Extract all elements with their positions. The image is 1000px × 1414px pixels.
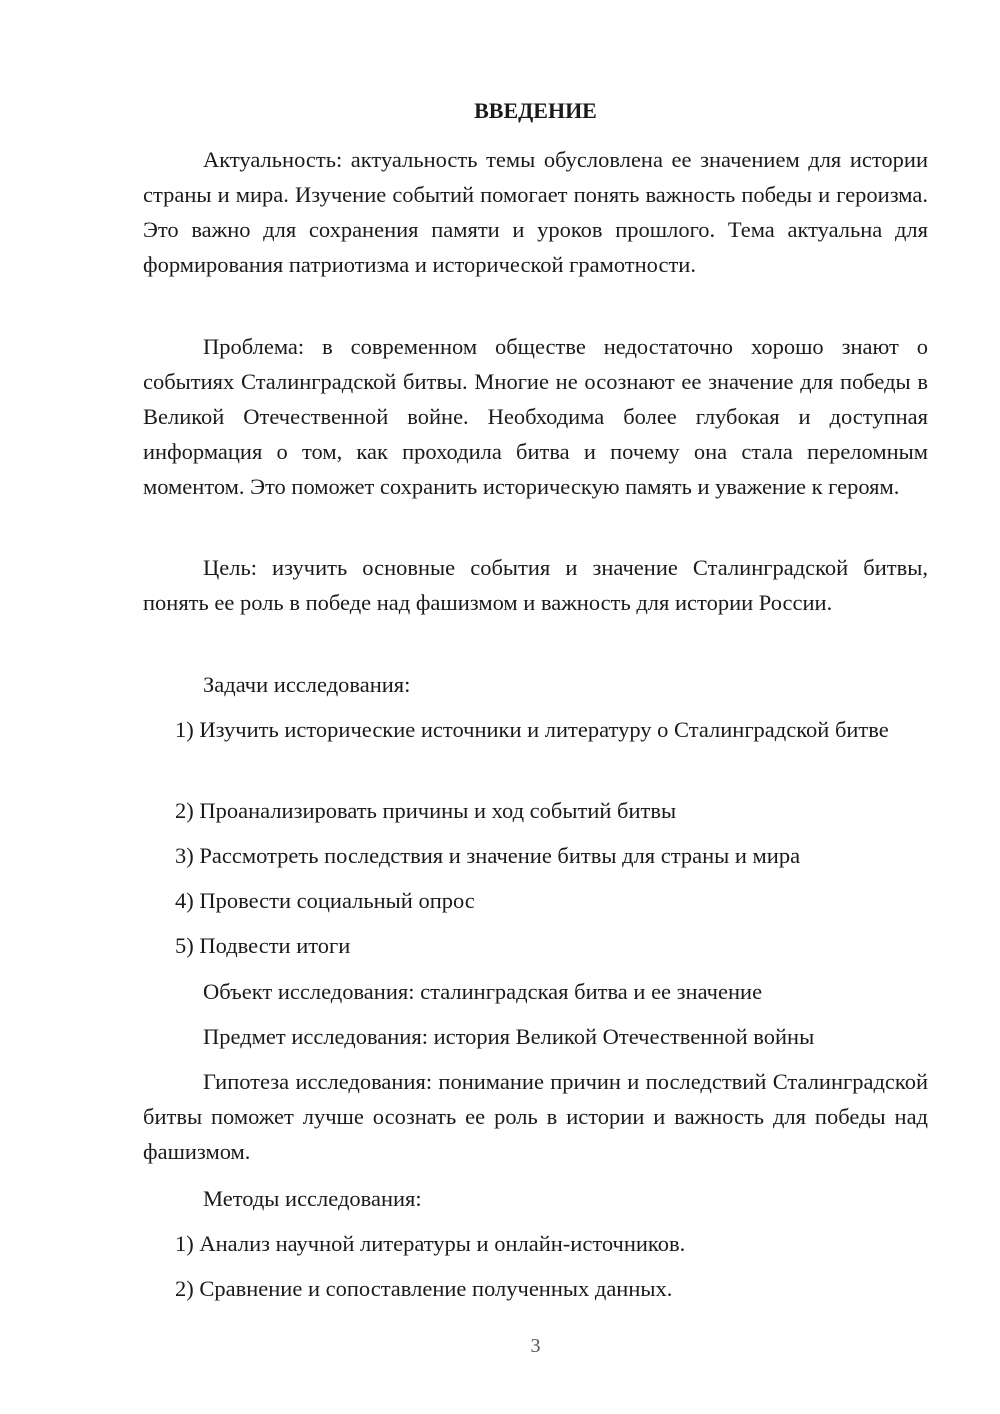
task-item: 1) Изучить исторические источники и литературу о Сталинградской битве: [175, 717, 889, 742]
subject-paragraph: Предмет исследования: история Великой Отечественной войны: [203, 1024, 815, 1049]
method-item: 1) Анализ научной литературы и онлайн-источников.: [175, 1231, 686, 1256]
page-number: 3: [530, 1335, 541, 1357]
method-item: 2) Сравнение и сопоставление полученных данных.: [175, 1276, 673, 1301]
task-item: 3) Рассмотреть последствия и значение битвы для страны и мира: [175, 843, 801, 868]
methods-heading: Методы исследования:: [203, 1186, 422, 1211]
object-paragraph: Объект исследования: сталинградская битва и ее значение: [203, 979, 763, 1004]
tasks-heading: Задачи исследования:: [203, 672, 411, 697]
task-item: 4) Провести социальный опрос: [175, 888, 475, 913]
problem-paragraph: Проблема: в современном обществе недостаточно хорошо знают о событиях Сталинградской битвы. Многие не осознают ее значение для победы в Великой Отечественной войне. Необходима более глубокая и доступная информация о том, как проходила битва и почему она стала переломным моментом. Это поможет сохранить историческую память и уважение к героям.: [143, 334, 928, 499]
task-item: 5) Подвести итоги: [175, 933, 351, 958]
hypothesis-paragraph: Гипотеза исследования: понимание причин и последствий Сталинградской битвы поможет лучше осознать ее роль в истории и важность для победы над фашизмом.: [143, 1069, 928, 1164]
goal-paragraph: Цель: изучить основные события и значение Сталинградской битвы, понять ее роль в победе над фашизмом и важность для истории России.: [143, 555, 928, 615]
task-item: 2) Проанализировать причины и ход событий битвы: [175, 798, 677, 823]
document-title: ВВЕДЕНИЕ: [474, 98, 597, 123]
relevance-paragraph: Актуальность: актуальность темы обусловлена ее значением для истории страны и мира. Изучение событий помогает понять важность победы и героизма. Это важно для сохранения памяти и уроков прошлого. Тема актуальна для формирования патриотизма и исторической грамотности.: [143, 147, 928, 277]
